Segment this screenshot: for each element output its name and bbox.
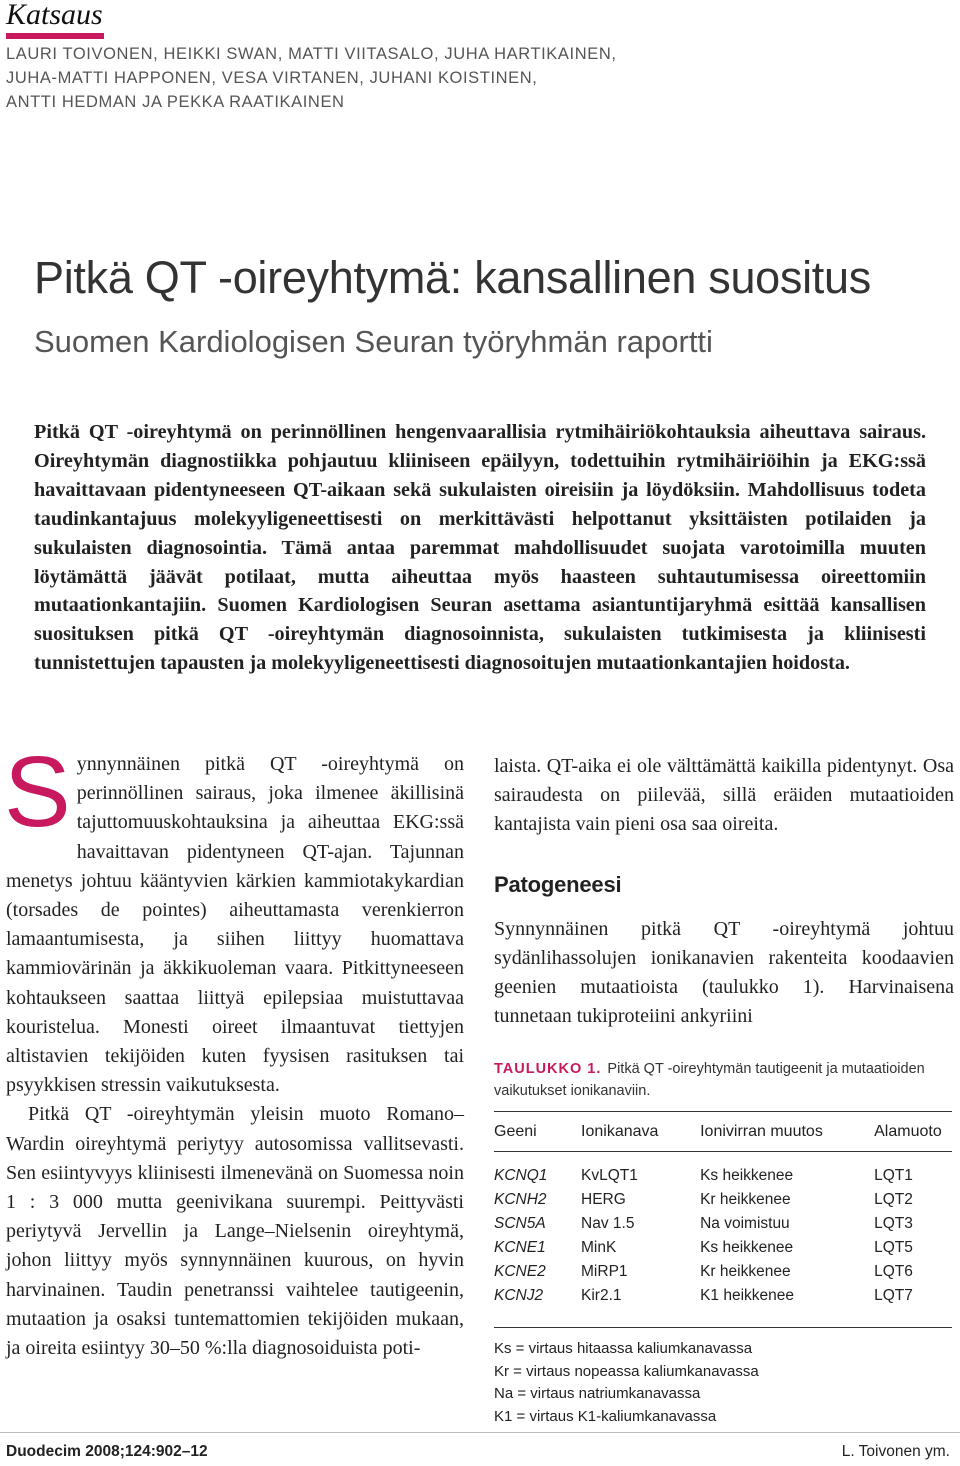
subtype-cell: LQT6	[874, 1262, 913, 1280]
body-paragraph: ynnynnäinen pitkä QT -oireyhtymä on perinnöllinen sairaus, joka ilmenee äkillisinä tajuttomuuskohtauksina ja aiheuttaa EKG:ssä havaittavan pidentyneen QT-ajan. Tajunnan menetys johtuu kääntyvien kärkien kammiotakykardian (torsades de pointes) aiheuttamasta verenkierron lamaantumisesta, ja siihen liittyy huomattava kammiovärinän ja äkkikuoleman vaara. Pitkittyneeseen kohtaukseen saattaa liittyä epilepsiaa muistuttavaa kouristelua. Monesti oireet ilmaantuvat tiettyjen altistavien tekijöiden kuten fyysisen rasituksen tai psyykkisen stressin vaikutuksesta.	[6, 753, 464, 1097]
running-author: L. Toivonen ym.	[841, 1443, 950, 1460]
section-heading: Patogeneesi	[494, 871, 622, 897]
table-row	[494, 1152, 952, 1188]
legend-line: Ks = virtaus hitaassa kaliumkanavassa	[494, 1340, 753, 1357]
body-paragraph: Synnynnäinen pitkä QT -oireyhtymä johtuu sydänlihassolujen ionikanavien rakenteita koodaavien geenien mutaatioista (taulukko 1). Harvinaisena tunnetaan tukiproteiini ankyriini	[494, 917, 954, 1028]
current-change-cell: Na voimistuu	[700, 1214, 790, 1232]
author-list	[6, 42, 766, 114]
channel-cell: KvLQT1	[581, 1166, 638, 1184]
article-title: Pitkä QT -oireyhtymä: kansallinen suositus	[34, 252, 871, 303]
body-column-right	[494, 752, 954, 1032]
column-header: Geeni	[494, 1112, 581, 1152]
column-header: Alamuoto	[874, 1112, 952, 1152]
subtype-cell: LQT5	[874, 1238, 913, 1256]
drop-cap: S	[4, 736, 71, 848]
table-legend	[494, 1327, 952, 1428]
legend-line: K1 = virtaus K1-kaliumkanavassa	[494, 1407, 717, 1425]
current-change-cell: K1 heikkenee	[700, 1286, 795, 1304]
gene-table	[494, 1111, 952, 1313]
table-row	[494, 1283, 952, 1313]
subtype-cell: LQT3	[874, 1214, 913, 1232]
legend-line: Kr = virtaus nopeassa kaliumkanavassa	[494, 1362, 759, 1380]
current-change-cell: Kr heikkenee	[700, 1262, 791, 1280]
subtype-cell: LQT1	[874, 1166, 913, 1184]
table-row	[494, 1187, 952, 1211]
legend-line: Na = virtaus natriumkanavassa	[494, 1385, 701, 1403]
table-row	[494, 1259, 952, 1283]
body-paragraph: Pitkä QT -oireyhtymän yleisin muoto Romano–Wardin oireyhtymä periytyy autosomissa vallitsevasti. Sen esiintyvyys kliinisesti ilmenevänä on Suomessa noin 1 : 3 000 mutta geenivikana suurempi. Peittyvästi periytyvä Jervellin ja Lange–Nielsenin oireyhtymä, johon liittyy myös synnynnäinen kuurous, on hyvin harvinainen. Taudin penetranssi vaihtelee tautigeenin, mutaation ja osaksi tuntemattomien tekijöiden mukaan, ja oireita esiintyy 30–50 %:lla diagnosoiduista poti-	[6, 1103, 464, 1360]
table-caption	[494, 1058, 952, 1102]
article-subtitle: Suomen Kardiologisen Seuran työryhmän raportti	[34, 324, 713, 359]
column-header: Ionivirran muutos	[700, 1112, 874, 1152]
gene-cell: KCNH2	[494, 1190, 547, 1208]
author-line: ANTTI HEDMAN JA PEKKA RAATIKAINEN	[6, 93, 345, 111]
channel-cell: MinK	[581, 1238, 617, 1256]
body-column-left	[4, 736, 464, 1363]
table-caption-text: Pitkä QT -oireyhtymän tautigeenit ja mutaatioiden vaikutukset ionikanaviin.	[494, 1061, 925, 1099]
table-row	[494, 1235, 952, 1259]
channel-cell: MiRP1	[581, 1262, 628, 1280]
current-change-cell: Kr heikkenee	[700, 1190, 791, 1208]
gene-cell: SCN5A	[494, 1214, 546, 1232]
current-change-cell: Ks heikkenee	[700, 1166, 794, 1184]
footer-divider	[0, 1432, 960, 1433]
section-label: Katsaus	[6, 0, 103, 31]
subtype-cell: LQT7	[874, 1286, 913, 1304]
subtype-cell: LQT2	[874, 1190, 913, 1208]
table-1	[494, 1058, 952, 1428]
gene-cell: KCNE1	[494, 1238, 546, 1256]
table-label: TAULUKKO 1.	[494, 1061, 602, 1077]
section-accent-bar	[6, 33, 104, 39]
channel-cell: Kir2.1	[581, 1286, 622, 1304]
channel-cell: HERG	[581, 1190, 626, 1208]
abstract: Pitkä QT -oireyhtymä on perinnöllinen hengenvaarallisia rytmihäiriökohtauksia aiheuttava sairaus. Oireyhtymän diagnostiikka pohjautuu kliiniseen epäilyyn, todettuihin rytmihäiriöihin ja EKG:ssä havaittavaan pidentyneeseen QT-aikaan sekä sukulaisten oireisiin ja löydöksiin. Mahdollisuus todeta taudinkantajuus molekyyligeneettisesti on merkittävästi helpottanut yksittäisten potilaiden ja sukulaisten diagnosointia. Tämä antaa paremmat mahdollisuudet suojata varotoimilla muuten löytämättä jäävät potilaat, mutta aiheuttaa myös haasteen suhtautumisessa oireettomiin mutaationkantajiin. Suomen Kardiologisen Seuran asettama asiantuntijaryhmä esittää kansallisen suosituksen pitkä QT -oireyhtymän diagnosoinnista, sukulaisten tutkimisesta ja kliinisesti tunnistettujen tapausten ja molekyyligeneettisesti diagnosoitujen mutaationkantajien hoidosta.	[34, 421, 926, 675]
current-change-cell: Ks heikkenee	[700, 1238, 794, 1256]
table-row	[494, 1211, 952, 1235]
journal-citation: Duodecim 2008;124:902–12	[6, 1443, 208, 1460]
gene-cell: KCNJ2	[494, 1286, 544, 1304]
gene-cell: KCNQ1	[494, 1166, 548, 1184]
column-header: Ionikanava	[581, 1112, 700, 1152]
table-header-row	[494, 1112, 952, 1152]
author-line: JUHA-MATTI HAPPONEN, VESA VIRTANEN, JUHANI KOISTINEN,	[6, 69, 538, 87]
gene-cell: KCNE2	[494, 1262, 546, 1280]
author-line: LAURI TOIVONEN, HEIKKI SWAN, MATTI VIITASALO, JUHA HARTIKAINEN,	[6, 45, 617, 63]
body-paragraph: laista. QT-aika ei ole välttämättä kaikilla pidentynyt. Osa sairaudesta on piilevää, sillä eräiden mutaatioiden kantajista vain pieni osa saa oireita.	[494, 755, 954, 836]
channel-cell: Nav 1.5	[581, 1214, 635, 1232]
